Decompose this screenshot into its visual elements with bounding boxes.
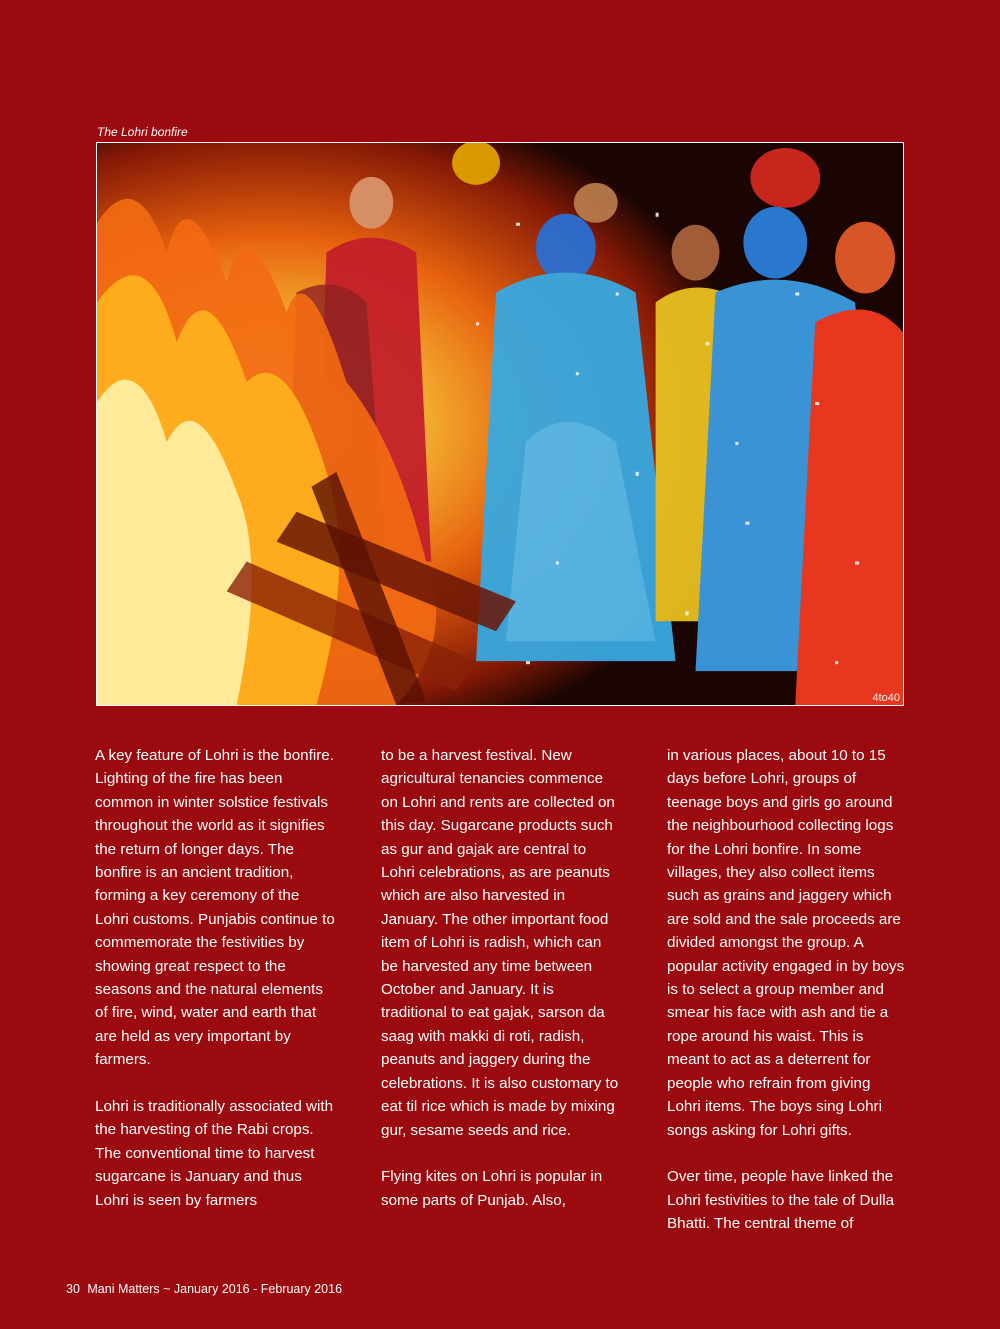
paragraph: Over time, people have linked the Lohri festivities to the tale of Dulla Bhatti. The central theme of bbox=[667, 1168, 895, 1233]
paragraph: A key feature of Lohri is the bonfire. Lighting of the fire has been common in winter solstice festivals throughout the world as it signifies the return of longer days. The bonfire is an ancient tradition, forming a key ceremony of the Lohri customs. Punjabis continue to commemorate the festivities by showing great respect to the seasons and the natural elements of fire, wind, water and earth that are held as very important by farmers. bbox=[95, 747, 335, 1069]
lohri-bonfire-photo bbox=[96, 142, 904, 706]
paragraph: Lohri is traditionally associated with the harvesting of the Rabi crops. The conventional time to harvest sugarcane is January and thus Lohri is seen by farmers bbox=[95, 1098, 334, 1209]
paragraph: in various places, about 10 to 15 days before Lohri, groups of teenage boys and girls go around the neighbourhood collecting logs for the Lohri bonfire. In some villages, they also collect items such as grains and jaggery which are sold and the sale proceeds are divided amongst the group. A popular activity engaged in by boys is to select a group member and smear his face with ash and tie a rope around his waist. This is meant to act as a deterrent for people who refrain from giving Lohri items. The boys sing Lohri songs asking for Lohri gifts. bbox=[667, 747, 905, 1139]
text-column-2 bbox=[381, 744, 621, 1212]
text-column-3 bbox=[667, 744, 907, 1236]
page-number: 30 bbox=[66, 1282, 80, 1296]
photo-watermark: 4to40 bbox=[872, 692, 900, 704]
figure-caption: The Lohri bonfire bbox=[97, 125, 188, 139]
bonfire-illustration bbox=[97, 143, 903, 705]
text-column-1 bbox=[95, 744, 335, 1212]
publication-title: Mani Matters ~ January 2016 - February 2016 bbox=[87, 1282, 343, 1296]
page-footer bbox=[66, 1282, 342, 1296]
paragraph: to be a harvest festival. New agricultural tenancies commence on Lohri and rents are collected on this day. Sugarcane products such as gur and gajak are central to Lohri celebrations, as are peanuts which are also harvested in January. The other important food item of Lohri is radish, which can be harvested any time between October and January. It is traditional to eat gajak, sarson da saag with makki di roti, radish, peanuts and jaggery during the celebrations. It is also customary to eat til rice which is made by mixing gur, sesame seeds and rice. bbox=[381, 747, 619, 1139]
paragraph: Flying kites on Lohri is popular in some parts of Punjab. Also, bbox=[381, 1168, 603, 1209]
